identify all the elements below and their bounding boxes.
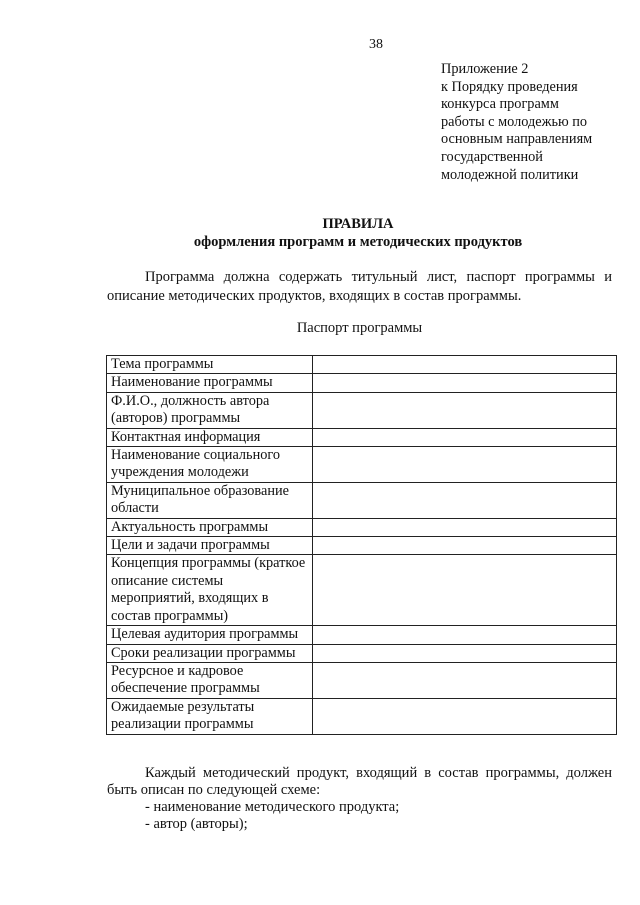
table-row [107, 644, 617, 662]
appendix-header [441, 61, 626, 184]
table-row [107, 482, 617, 518]
row-value-field[interactable] [313, 644, 617, 662]
table-row [107, 392, 617, 428]
page-number: 38 [369, 37, 383, 52]
outro-paragraph: Каждый методический продукт, входящий в состав программы, должен быть описан по следующей схеме: [107, 765, 612, 798]
table-row [107, 518, 617, 536]
row-value-field[interactable] [313, 626, 617, 644]
row-value-field[interactable] [313, 698, 617, 734]
row-label: Ресурсное и кадровое обеспечение программы [107, 662, 313, 698]
row-label: Наименование программы [107, 374, 313, 392]
appendix-line: работы с молодежью по [441, 113, 588, 130]
row-label: Наименование социального учреждения молодежи [107, 447, 313, 483]
row-label: Актуальность программы [107, 518, 313, 536]
list-item: - автор (авторы); [145, 816, 248, 832]
document-title [0, 215, 640, 251]
intro-paragraph: Программа должна содержать титульный лист, паспорт программы и описание методических продуктов, входящих в состав программы. [107, 269, 612, 304]
title-line-1: ПРАВИЛА [322, 216, 394, 232]
table-row [107, 428, 617, 446]
title-line-2: оформления программ и методических продуктов [193, 234, 523, 250]
table-row [107, 626, 617, 644]
appendix-line: Приложение 2 [441, 61, 529, 77]
row-value-field[interactable] [313, 356, 617, 374]
table-row [107, 447, 617, 483]
row-value-field[interactable] [313, 428, 617, 446]
row-value-field[interactable] [313, 374, 617, 392]
row-label: Контактная информация [107, 428, 313, 446]
appendix-line: основным направлениям [441, 131, 593, 148]
row-value-field[interactable] [313, 482, 617, 518]
passport-caption: Паспорт программы [296, 320, 423, 336]
row-value-field[interactable] [313, 662, 617, 698]
row-value-field[interactable] [313, 392, 617, 428]
row-label: Муниципальное образование области [107, 482, 313, 518]
row-label: Тема программы [107, 356, 313, 374]
row-value-field[interactable] [313, 555, 617, 626]
row-value-field[interactable] [313, 537, 617, 555]
appendix-line: конкурса программ [441, 96, 559, 113]
row-label: Ф.И.О., должность автора (авторов) программы [107, 392, 313, 428]
table-row [107, 698, 617, 734]
list-item: - наименование методического продукта; [145, 799, 400, 815]
row-label: Сроки реализации программы [107, 644, 313, 662]
row-value-field[interactable] [313, 447, 617, 483]
passport-table [106, 355, 617, 735]
row-label: Цели и задачи программы [107, 537, 313, 555]
table-row [107, 662, 617, 698]
table-row [107, 555, 617, 626]
table-row [107, 356, 617, 374]
row-label: Ожидаемые результаты реализации программы [107, 698, 313, 734]
appendix-line: государственной [441, 148, 543, 165]
table-row [107, 374, 617, 392]
appendix-line: к Порядку проведения [441, 78, 578, 95]
row-label: Целевая аудитория программы [107, 626, 313, 644]
row-label: Концепция программы (краткое описание системы мероприятий, входящих в состав программы) [107, 555, 313, 626]
row-value-field[interactable] [313, 518, 617, 536]
appendix-line: молодежной политики [441, 166, 579, 183]
table-row [107, 537, 617, 555]
